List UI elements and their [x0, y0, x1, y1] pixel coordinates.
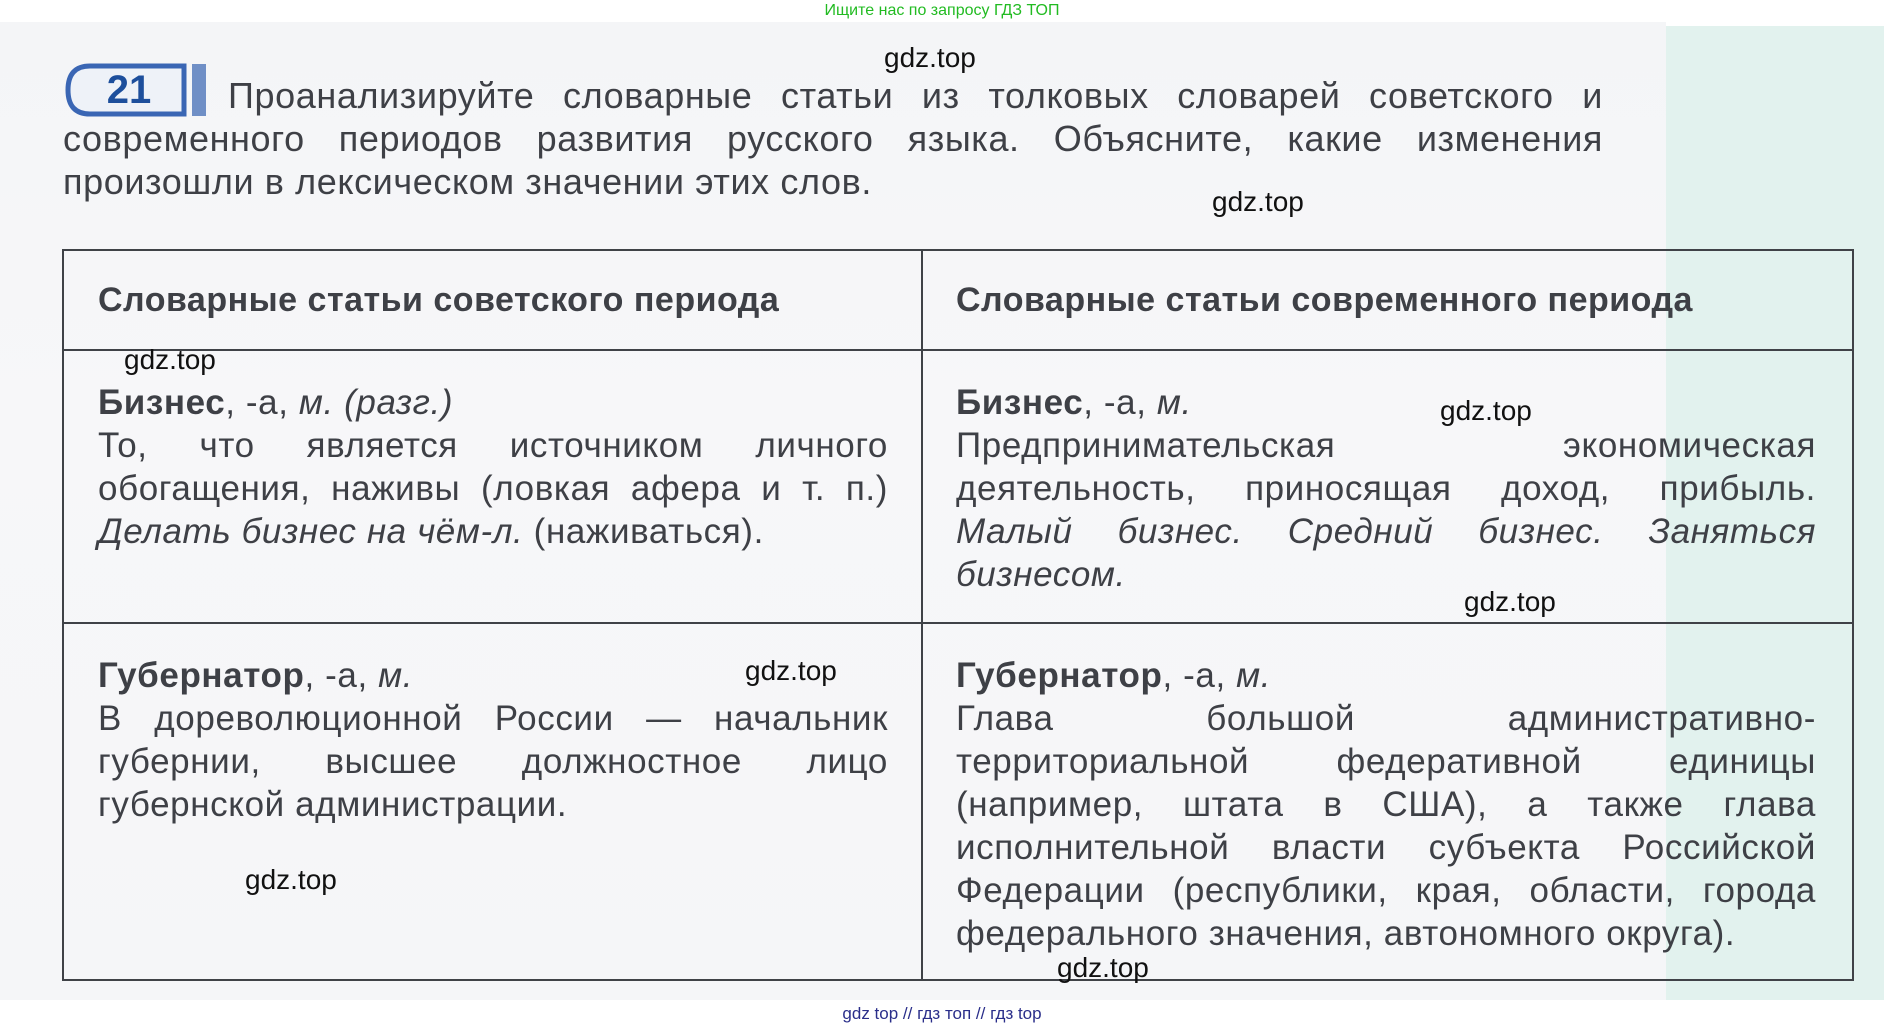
entry-modern-business	[956, 381, 1816, 596]
watermark: gdz.top	[745, 655, 837, 686]
entry-grammar: , -а,	[225, 383, 299, 422]
entry-term: Бизнес	[956, 383, 1084, 422]
entry-gender: м.	[1156, 383, 1192, 422]
entry-grammar: , -а,	[1083, 383, 1157, 422]
entry-definition: В дореволюционной России — начальник губернии, высшее должностное лицо губернской администрации.	[98, 699, 888, 824]
entry-modern-governor	[956, 654, 1816, 955]
header-divider	[64, 349, 1852, 351]
watermark: gdz.top	[1212, 186, 1304, 217]
watermark: gdz.top	[1440, 395, 1532, 426]
entry-term: Губернатор	[956, 656, 1163, 695]
entry-example: Малый бизнес. Средний бизнес. Заняться бизнесом.	[956, 512, 1816, 594]
entry-gender: м.	[298, 383, 334, 422]
entry-gender: м.	[378, 656, 414, 695]
watermark: gdz.top	[1464, 586, 1556, 617]
entry-definition: Глава большой административно-территориальной федеративной единицы (например, штата в США), а также глава исполнительной власти субъекта Российской Федерации (республики, края, области, города федерального значения, автономного округа).	[956, 699, 1816, 953]
watermark: gdz.top	[245, 864, 337, 895]
bottom-banner[interactable]: gdz top // гдз топ // гдз top	[842, 1004, 1042, 1023]
watermark: gdz.top	[124, 344, 216, 375]
entry-term: Губернатор	[98, 656, 305, 695]
entry-definition: То, что является источником личного обогащения, наживы (ловкая афера и т. п.)	[98, 426, 888, 508]
watermark: gdz.top	[1057, 952, 1149, 983]
entry-term: Бизнес	[98, 383, 226, 422]
entry-tail: (наживаться).	[523, 512, 764, 551]
entry-gender: м.	[1236, 656, 1272, 695]
entry-grammar: , -а,	[304, 656, 379, 695]
header-soviet: Словарные статьи советского периода	[98, 281, 780, 319]
exercise-text: Проанализируйте словарные статьи из толковых словарей советского и современного периодов развития русского языка. Объясните, какие изменения произошли в лексическом значении этих слов.	[63, 75, 1603, 202]
header-modern: Словарные статьи современного периода	[956, 281, 1693, 319]
row-divider	[64, 622, 1852, 624]
entry-definition: Предпринимательская экономическая деятельность, приносящая доход, прибыль.	[956, 426, 1816, 508]
entry-soviet-business	[98, 381, 888, 553]
entry-note: (разг.)	[333, 383, 454, 422]
watermark: gdz.top	[884, 42, 976, 73]
column-divider	[921, 251, 923, 979]
entry-example: Делать бизнес на чём-л.	[98, 512, 524, 551]
exercise-number: 21	[106, 68, 152, 112]
top-banner[interactable]: Ищите нас по запросу ГДЗ ТОП	[824, 2, 1060, 19]
entry-grammar: , -а,	[1162, 656, 1237, 695]
